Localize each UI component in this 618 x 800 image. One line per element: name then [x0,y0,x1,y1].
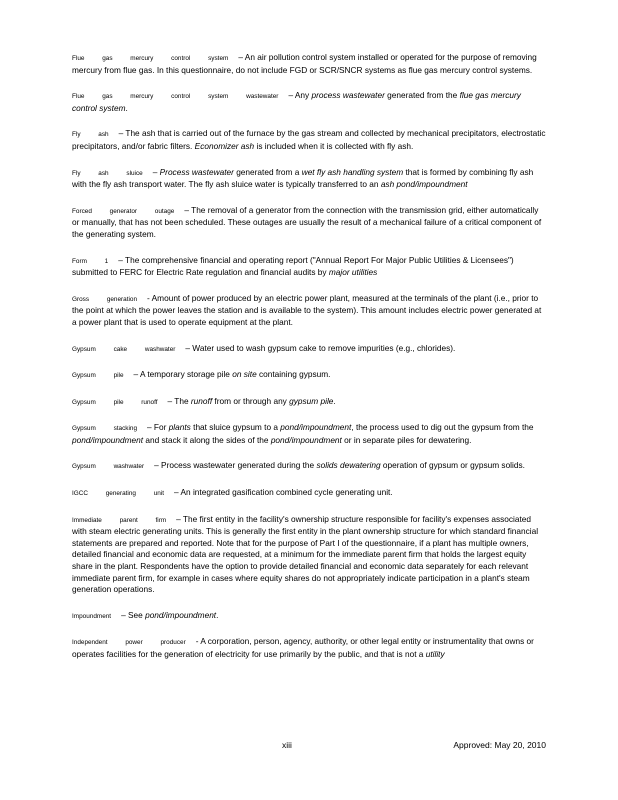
definition-text: . [125,102,128,113]
defined-term-reference: gypsum pile [289,395,334,406]
glossary-entry [72,610,548,623]
glossary-page [72,52,548,675]
definition-text: . [333,395,336,406]
definition-text: – A temporary storage pile [133,369,233,380]
defined-term-reference: Economizer ash [194,140,255,151]
defined-term-reference: pond/impoundment [270,434,342,445]
glossary-entry [72,128,548,152]
definition-text: – The comprehensive financial and operating report ("Annual Report For Major Public Utilities & Licensees") submitted to FERC for Electric Rate regulation and financial audits by [72,254,514,278]
definition-text: and stack it along the sides of the [143,434,271,445]
defined-term-reference: pond/impoundment [72,434,144,445]
definition-text: – The ash that is carried out of the furnace by the gas stream and collected by mechanical precipitators, electrostatic precipitators, and/or fabric filters. [72,128,546,151]
defined-term-reference: on site [232,369,257,380]
glossary-entry [72,369,548,382]
definition-text: – For [147,422,169,433]
glossary-entry [72,293,548,329]
defined-term-reference: Process wastewater [159,166,234,177]
glossary-entry [72,205,548,241]
glossary-term: Gypsum stacking [72,425,138,433]
defined-term-reference: wet fly ash handling system [301,166,404,177]
definition-text: or in separate piles for dewatering. [341,434,472,445]
approval-date: Approved: May 20, 2010 [453,740,546,750]
glossary-term: Gypsum cake washwater [72,345,176,353]
glossary-term: Flue gas mercury control system wastewater [72,93,279,101]
definition-text: containing gypsum. [256,369,331,380]
glossary-term: Fly ash sluice [72,169,143,177]
glossary-entry [72,422,548,446]
glossary-term: IGCC generating unit [72,490,165,498]
defined-term-reference: major utilities [328,267,378,278]
definition-text: – An air pollution control system installed or operated for the purpose of removing mercury from flue gas. In this questionnaire, do not include FGD or SCR/SNCR systems as flue gas mercury control systems. [72,52,537,75]
defined-term-reference: process wastewater [311,90,385,101]
definition-text: – The removal of a generator from the connection with the transmission grid, either automatically or manually, that has not been scheduled. These outages are usually the result of a mechanical failure of a critical component of the generating system. [72,204,542,239]
definition-text: - A corporation, person, agency, authority, or other legal entity or instrumentality that owns or operates facilities for the generation of electricity for use primarily by the public, and that is not a [72,636,534,659]
glossary-term: Gypsum pile [72,372,124,380]
definition-text: generated from a [233,166,302,177]
defined-term-reference: runoff [190,395,213,406]
glossary-entry [72,460,548,473]
glossary-entry [72,52,548,76]
definition-text: – The first entity in the facility's ownership structure responsible for facility's expenses associated with steam electric generating units. This is generally the first entity in the plant ownership structure for which standard financial statements are prepared and reported. Note that for the purpose of Part I of the questionnaire, if a plant has multiple owners, detailed financial and economic data are requested, at a minimum for the immediate parent firm that holds the largest equity share in the plant. Respondents have the option to provide detailed financial and economic data separately for each relevant immediate parent firm, for example in cases where equity shares do not appropriately indicate participation in a plant's steam generation operations. [72,513,539,595]
defined-term-reference: flue gas mercury control system [72,90,521,113]
definition-text: – An integrated gasification combined cycle generating unit. [174,487,393,498]
definition-text: - Amount of power produced by an electric power plant, measured at the terminals of the plant (i.e., prior to the point at which the power leaves the station and is available to the system). This amount includes electric power generated at a power plant that is used to operate equipment at the plant. [72,292,542,327]
definition-text: . [216,609,219,620]
definition-text: that sluice gypsum to a [190,422,281,433]
definition-text: – Process wastewater generated during the [154,460,317,471]
glossary-term: Gross generation [72,295,138,303]
glossary-entry [72,396,548,409]
definition-text: generated from the [384,90,460,101]
glossary-entry [72,487,548,500]
defined-term-reference: solids dewatering [316,460,381,471]
definition-text: – See [121,609,146,620]
glossary-entry [72,514,548,596]
glossary-term: Flue gas mercury control system [72,55,229,62]
glossary-term: Impoundment [72,612,112,620]
definition-text: operation of gypsum or gypsum solids. [380,460,525,471]
definition-text: that is formed by combining fly ash with the fly ash transport water. The fly ash sluice water is typically transferred to an [72,166,534,190]
definition-text: from or through any [212,395,290,406]
glossary-entry [72,167,548,191]
glossary-term: Independent power producer [72,639,186,647]
glossary-term: Gypsum washwater [72,463,145,471]
defined-term-reference: plants [168,422,191,433]
definition-text: is included when it is collected with fly ash. [254,140,414,151]
glossary-term: Gypsum pile runoff [72,398,158,406]
defined-term-reference: pond/impoundment [280,422,352,433]
glossary-entry [72,90,548,114]
defined-term-reference: ash pond/impoundment [380,179,468,190]
glossary-entry [72,343,548,356]
glossary-entry [72,255,548,279]
definition-text: , the process used to dig out the gypsum from the [351,422,534,433]
glossary-term: Form 1 [72,257,109,265]
definition-text: – Water used to wash gypsum cake to remove impurities (e.g., chlorides). [185,342,456,353]
definition-text: – [152,166,160,177]
glossary-entry [72,636,548,660]
glossary-term: Forced generator outage [72,207,175,215]
page-number: xiii [282,740,292,750]
glossary-term: Immediate parent firm [72,516,167,524]
defined-term-reference: pond/impoundment [145,609,217,620]
definition-text: – The [167,395,191,406]
defined-term-reference: utility [425,649,445,659]
glossary-term: Fly ash [72,131,109,139]
definition-text: – Any [288,90,312,101]
